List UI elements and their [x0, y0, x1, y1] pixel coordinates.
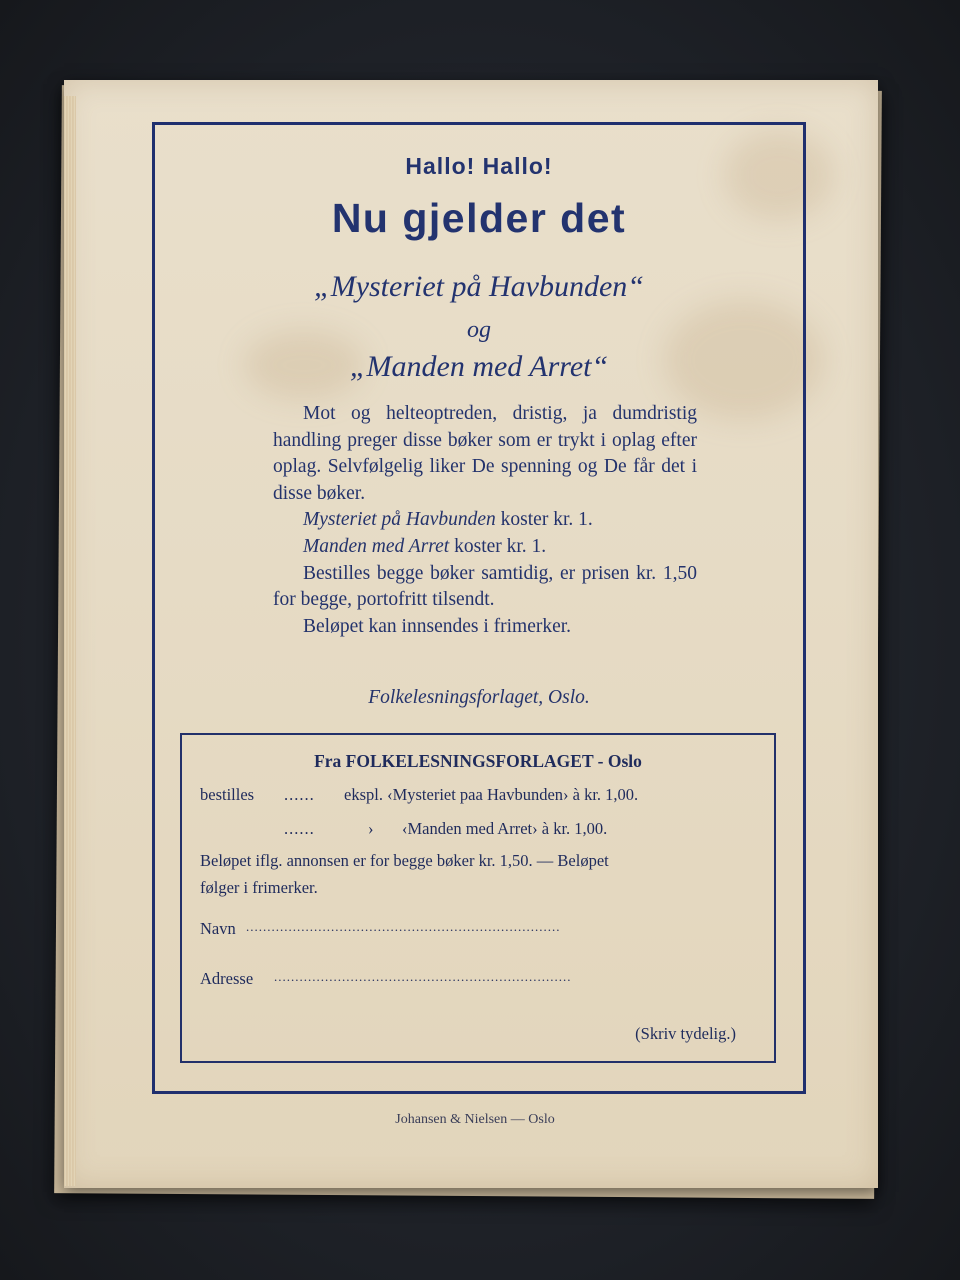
printer-credit: Johansen & Nielsen — Oslo [395, 1112, 555, 1127]
write-clearly-note: (Skriv tydelig.) [635, 1024, 736, 1043]
order-price-note: Beløpet iflg. annonsen er for begge bøker kr. 1,50. — Beløpet [200, 851, 609, 870]
ad-paragraph-2: Bestilles begge bøker samtidig, er prisen kr. 1,50 for begge, portofritt tilsendt. [273, 562, 697, 611]
price-line-1-text: koster kr. 1. [495, 509, 593, 531]
order-line-2-dots[interactable]: ...... [284, 819, 315, 838]
order-line-2-text: ‹Manden med Arret› à kr. 1,00. [402, 819, 608, 838]
ad-paragraph-1: Mot og helteoptreden, dristig, ja dumdristig handling preger disse bøker som er trykt i oplag efter oplag. Selvfølgelig liker De spenning og De får det i disse bøker. [273, 403, 697, 504]
ditto-mark: › [368, 819, 374, 838]
name-field[interactable]: .......................................................................... [246, 919, 561, 934]
price-line-1 [273, 507, 697, 534]
book-title-2: „Manden med Arret“ [349, 350, 609, 383]
headline: Nu gjelder det [331, 195, 627, 241]
order-form-header: Fra FOLKELESNINGSFORLAGET - Oslo [314, 751, 642, 771]
order-payment-note: følger i frimerker. [200, 878, 318, 897]
price-line-2 [273, 534, 697, 561]
greeting: Hallo! Hallo! [405, 153, 553, 179]
book-title-1: „Mysteriet på Havbunden“ [314, 270, 644, 303]
order-line-1-text: ekspl. ‹Mysteriet paa Havbunden› à kr. 1,00. [344, 785, 639, 804]
address-label: Adresse [200, 969, 254, 988]
order-form [180, 733, 776, 1063]
ad-body [273, 401, 697, 640]
order-line-1-dots[interactable]: ...... [284, 785, 315, 804]
name-label: Navn [200, 919, 236, 938]
address-field[interactable]: ...................................................................... [274, 969, 572, 984]
price-line-2-title: Manden med Arret [303, 535, 450, 557]
publisher-signature: Folkelesningsforlaget, Oslo. [368, 687, 590, 708]
page-edges [64, 96, 76, 1186]
ad-paragraph-3: Beløpet kan innsendes i frimerker. [303, 615, 572, 637]
conjunction: og [467, 317, 491, 343]
price-line-1-title: Mysteriet på Havbunden [303, 509, 496, 531]
price-line-2-text: koster kr. 1. [449, 535, 547, 557]
order-line-1-label: bestilles [200, 785, 255, 804]
